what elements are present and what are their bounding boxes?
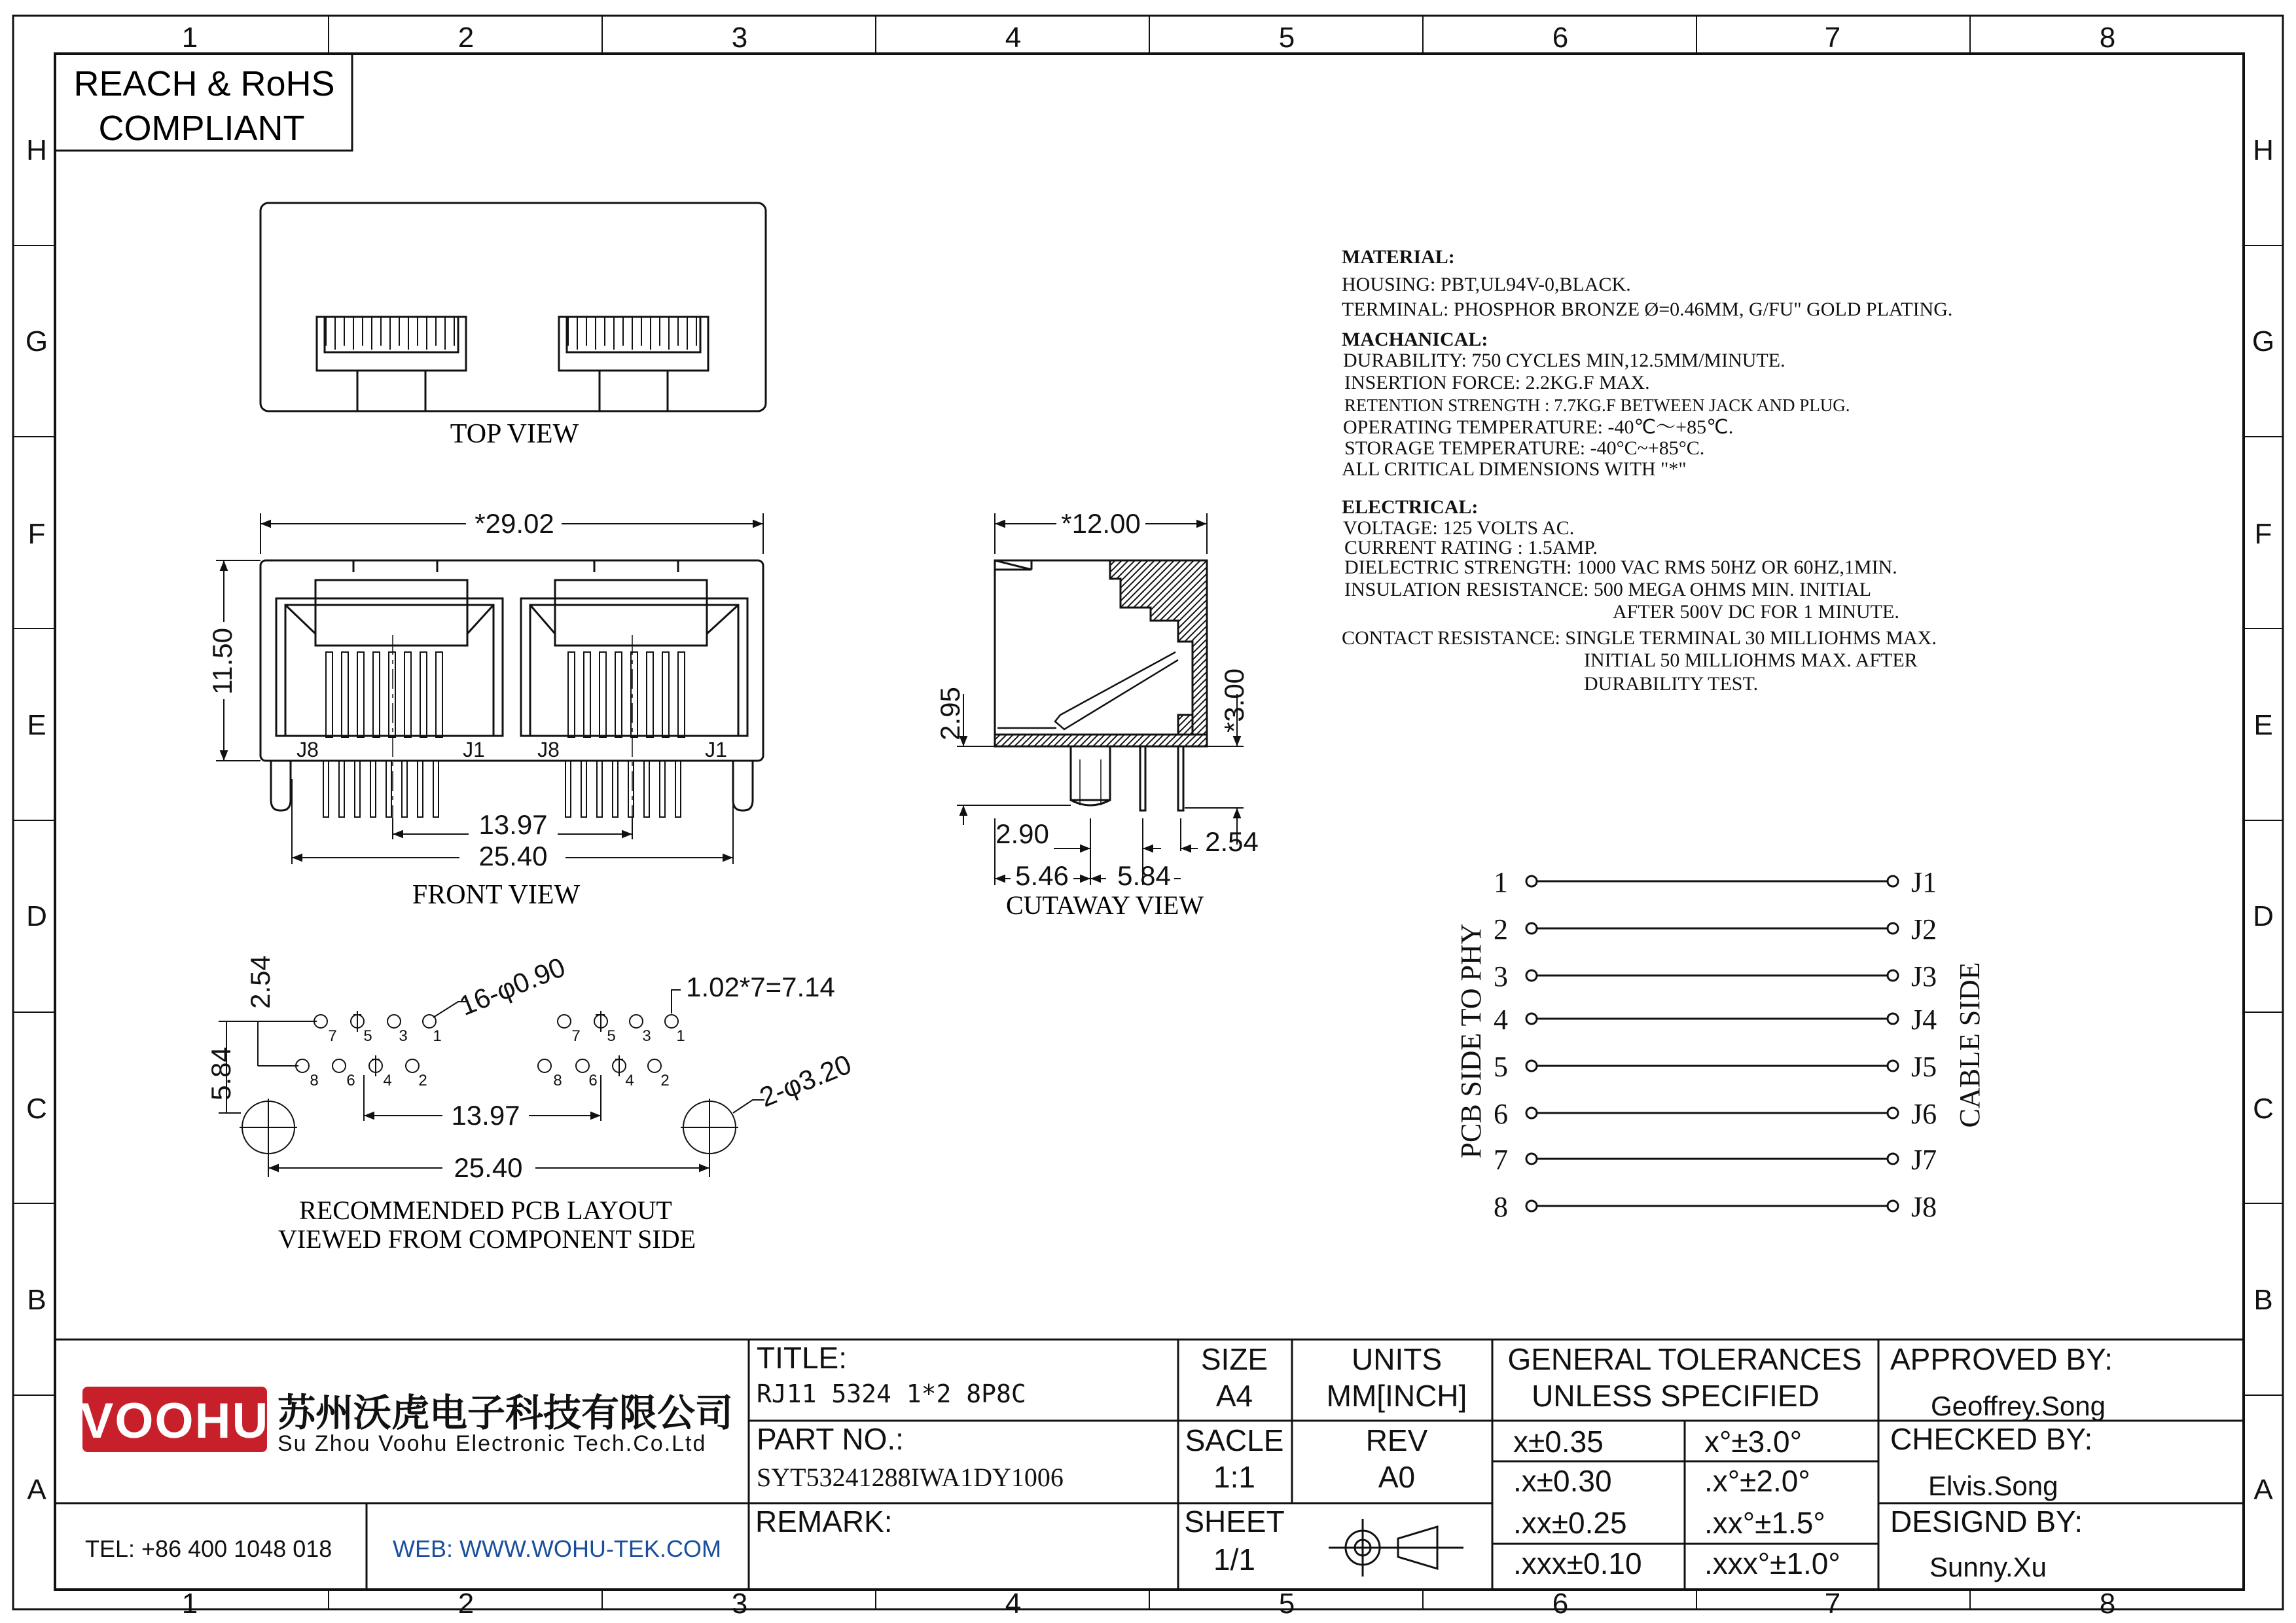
checked-value: Elvis.Song — [1928, 1470, 2058, 1501]
sheet-label: SHEET — [1184, 1504, 1285, 1539]
wire — [1526, 1154, 1898, 1164]
row-label: H — [2253, 134, 2274, 166]
dim-cut-b: 5.46 — [1015, 860, 1069, 891]
rev-label: REV — [1365, 1423, 1428, 1457]
col-label: 4 — [1005, 22, 1022, 54]
spec-line: RETENTION STRENGTH : 7.7KG.F BETWEEN JACK AND PLUG. — [1344, 395, 1850, 415]
pcb-pin-label: 7 — [328, 1027, 337, 1045]
tolerance-heading-1: GENERAL TOLERANCES — [1507, 1342, 1862, 1376]
row-label: E — [2253, 709, 2273, 741]
spec-line: CURRENT RATING : 1.5AMP. — [1344, 537, 1598, 558]
col-label: 8 — [2099, 1588, 2116, 1620]
spec-line: INSULATION RESISTANCE: 500 MEGA OHMS MIN. INITIAL — [1344, 579, 1872, 600]
col-label: 2 — [457, 1588, 475, 1620]
spec-line: HOUSING: PBT,UL94V-0,BLACK. — [1342, 274, 1631, 295]
pcb-label-line1: RECOMMENDED PCB LAYOUT — [299, 1195, 672, 1225]
spec-line: STORAGE TEMPERATURE: -40°C~+85°C. — [1344, 437, 1705, 459]
dim-cut-height-b: *3.00 — [1219, 668, 1249, 733]
wire-left-label: 7 — [1494, 1144, 1508, 1176]
wire-left-label: 2 — [1494, 913, 1508, 945]
col-label: 1 — [181, 1588, 198, 1620]
col-label: 6 — [1552, 1588, 1569, 1620]
spec-line: TERMINAL: PHOSPHOR BRONZE Ø=0.46MM, G/FU" GOLD PLATING. — [1342, 299, 1953, 320]
wire-left-label: 3 — [1494, 960, 1508, 993]
title-label: TITLE: — [757, 1341, 848, 1375]
pcb-pin-label: 2 — [660, 1072, 670, 1089]
pcb-text — [206, 951, 855, 1183]
dim-pcb-row: 2.54 — [245, 955, 276, 1009]
wire-left-label: 8 — [1494, 1191, 1508, 1223]
spec-line: DURABILITY TEST. — [1584, 673, 1759, 695]
row-label: E — [27, 709, 46, 741]
cutaway-text — [935, 508, 1259, 891]
company-web: WEB: WWW.WOHU-TEK.COM — [393, 1535, 721, 1562]
pcb-pin-label: 8 — [310, 1072, 319, 1089]
row-label: D — [2253, 900, 2274, 932]
dim-pcb-row2: 5.84 — [206, 1047, 236, 1101]
dim-pcb-spacing: 13.97 — [451, 1100, 520, 1131]
tol-linear: x±0.35 — [1513, 1425, 1604, 1459]
tol-angular: .x°±2.0° — [1704, 1464, 1810, 1498]
col-label: 7 — [1824, 1588, 1841, 1620]
pcb-layout — [219, 990, 764, 1177]
wire-right-label: J5 — [1911, 1051, 1937, 1083]
wire — [1526, 1013, 1898, 1024]
pcb-pin-label: 5 — [363, 1027, 372, 1045]
row-label: F — [27, 518, 46, 550]
dim-front-height: 11.50 — [207, 628, 238, 695]
spec-line: VOLTAGE: 125 VOLTS AC. — [1343, 517, 1575, 539]
dim-pcb-holes: 16-φ0.90 — [455, 951, 570, 1022]
title-block-text — [755, 1341, 2113, 1582]
col-label: 4 — [1005, 1588, 1022, 1620]
cutaway-view-label: CUTAWAY VIEW — [1005, 890, 1204, 920]
spec-line: AFTER 500V DC FOR 1 MINUTE. — [1613, 601, 1899, 623]
pin-label-j8: J8 — [537, 738, 560, 761]
approved-value: Geoffrey.Song — [1931, 1391, 2106, 1421]
dim-pcb-pitch: 1.02*7=7.14 — [686, 972, 835, 1002]
checked-label: CHECKED BY: — [1890, 1422, 2093, 1456]
dim-cut-height-a: 2.95 — [935, 687, 965, 740]
compliance-box — [55, 54, 352, 151]
pcb-pin-label: 3 — [399, 1027, 408, 1045]
row-label: C — [2253, 1093, 2274, 1125]
company-tel: TEL: +86 400 1048 018 — [85, 1535, 332, 1562]
dim-pcb-span: 25.40 — [454, 1152, 523, 1183]
compliance-line1: REACH & RoHS — [73, 64, 335, 103]
wire-right-label: J1 — [1911, 866, 1937, 898]
dim-cut-c: 5.84 — [1117, 860, 1171, 891]
wire-right-label: J4 — [1911, 1004, 1937, 1036]
wiring-text — [1455, 866, 1986, 1223]
row-label: D — [26, 900, 47, 932]
tol-angular: .xxx°±1.0° — [1704, 1546, 1840, 1580]
col-label: 2 — [457, 22, 475, 54]
dim-front-span: 25.40 — [478, 841, 548, 871]
sheet-value: 1/1 — [1213, 1542, 1255, 1577]
pcb-pin-label: 2 — [418, 1072, 427, 1089]
row-label: G — [25, 325, 48, 357]
spec-mech-title: MACHANICAL: — [1342, 329, 1488, 350]
dim-front-width: *29.02 — [475, 508, 554, 539]
wire — [1526, 1061, 1898, 1071]
wire-left-label: 6 — [1494, 1098, 1508, 1130]
pcb-pin-label: 5 — [607, 1027, 616, 1045]
spec-line: INITIAL 50 MILLIOHMS MAX. AFTER — [1584, 649, 1918, 671]
approved-label: APPROVED BY: — [1890, 1342, 2113, 1376]
spec-line: INSERTION FORCE: 2.2KG.F MAX. — [1344, 372, 1650, 393]
wire-right-label: J8 — [1911, 1191, 1937, 1223]
remark-label: REMARK: — [755, 1504, 893, 1539]
pcb-pin-label: 6 — [588, 1072, 598, 1089]
col-label: 3 — [731, 22, 748, 54]
row-label: F — [2254, 518, 2272, 550]
wire-right-label: J7 — [1911, 1144, 1937, 1176]
spec-line: ALL CRITICAL DIMENSIONS WITH "*" — [1342, 458, 1687, 480]
pcb-pin-label: 8 — [553, 1072, 562, 1089]
col-label: 1 — [181, 22, 198, 54]
pcb-pin-label: 4 — [625, 1072, 634, 1089]
design-value: Sunny.Xu — [1929, 1552, 2047, 1582]
company-name-en: Su Zhou Voohu Electronic Tech.Co.Ltd — [278, 1431, 707, 1456]
company-name-cn: 苏州沃虎电子科技有限公司 — [278, 1391, 734, 1435]
wire-side-cable: CABLE SIDE — [1954, 962, 1986, 1128]
top-view — [260, 203, 766, 411]
row-label: A — [2253, 1474, 2273, 1506]
pcb-pin-label: 7 — [571, 1027, 581, 1045]
wire-right-label: J3 — [1911, 960, 1937, 993]
col-label: 6 — [1552, 22, 1569, 54]
spec-material-title: MATERIAL: — [1342, 246, 1455, 268]
pcb-pin-label: 1 — [433, 1027, 442, 1045]
col-label: 8 — [2099, 22, 2116, 54]
tol-linear: .xx±0.25 — [1513, 1506, 1627, 1540]
wire — [1526, 923, 1898, 934]
scale-label: SACLE — [1185, 1423, 1284, 1457]
tol-linear: .xxx±0.10 — [1513, 1546, 1642, 1580]
design-label: DESIGND BY: — [1890, 1504, 2083, 1539]
pcb-pin-label: 4 — [383, 1072, 392, 1089]
logo-text: VOOHU — [80, 1393, 270, 1449]
size-label: SIZE — [1200, 1342, 1268, 1376]
dim-pcb-mount: 2-φ3.20 — [755, 1048, 856, 1113]
wiring-diagram — [1526, 876, 1898, 1211]
dim-cut-a: 2.90 — [996, 818, 1049, 849]
row-label: H — [26, 134, 47, 166]
tolerance-heading-2: UNLESS SPECIFIED — [1532, 1379, 1820, 1413]
row-label: G — [2251, 325, 2275, 357]
units-value: MM[INCH] — [1326, 1379, 1467, 1413]
pcb-pin-label: 3 — [642, 1027, 651, 1045]
wire-right-label: J6 — [1911, 1098, 1937, 1130]
pin-label-j1: J1 — [705, 738, 727, 761]
col-label: 5 — [1278, 22, 1295, 54]
row-label: A — [27, 1474, 46, 1506]
spec-line: DURABILITY: 750 CYCLES MIN,12.5MM/MINUTE. — [1343, 350, 1785, 371]
size-value: A4 — [1215, 1379, 1253, 1413]
wire — [1526, 970, 1898, 981]
pin-label-j1: J1 — [463, 738, 485, 761]
title-block-grid — [55, 1340, 2244, 1590]
units-label: UNITS — [1352, 1342, 1442, 1376]
wire-left-label: 1 — [1494, 866, 1508, 898]
col-label: 7 — [1824, 22, 1841, 54]
tol-linear: .x±0.30 — [1513, 1464, 1612, 1498]
spec-line: OPERATING TEMPERATURE: -40℃～+85℃. — [1343, 416, 1734, 438]
pcb-pin-label: 6 — [346, 1072, 355, 1089]
wire — [1526, 1201, 1898, 1211]
wire — [1526, 876, 1898, 886]
wire-right-label: J2 — [1911, 913, 1937, 945]
spec-notes — [1342, 246, 1952, 695]
pcb-label-line2: VIEWED FROM COMPONENT SIDE — [278, 1224, 696, 1254]
row-label: B — [2253, 1284, 2273, 1316]
voohu-logo — [81, 1387, 270, 1452]
frame-labels — [26, 22, 2274, 1620]
top-view-label: TOP VIEW — [450, 419, 579, 449]
front-view-label: FRONT VIEW — [412, 880, 581, 910]
spec-elec-title: ELECTRICAL: — [1342, 496, 1479, 518]
part-label: PART NO.: — [757, 1422, 904, 1456]
scale-value: 1:1 — [1213, 1460, 1255, 1494]
tol-angular: x°±3.0° — [1704, 1425, 1802, 1459]
part-value: SYT53241288IWA1DY1006 — [757, 1463, 1064, 1492]
pcb-pin-label: 1 — [676, 1027, 685, 1045]
wire-left-label: 4 — [1494, 1004, 1508, 1036]
dim-cut-d: 2.54 — [1205, 826, 1259, 857]
projection-symbol-icon — [1329, 1519, 1463, 1577]
dim-front-pitch: 13.97 — [478, 809, 548, 840]
wire — [1526, 1108, 1898, 1118]
tol-angular: .xx°±1.5° — [1704, 1506, 1825, 1540]
wire-side-pcb: PCB SIDE TO PHY — [1455, 923, 1487, 1159]
pin-label-j8: J8 — [296, 738, 319, 761]
wire-left-label: 5 — [1494, 1051, 1508, 1083]
dim-cut-width: *12.00 — [1061, 508, 1141, 539]
rev-value: A0 — [1378, 1460, 1416, 1494]
spec-line: DIELECTRIC STRENGTH: 1000 VAC RMS 50HZ OR 60HZ,1MIN. — [1344, 556, 1897, 578]
row-label: B — [27, 1284, 46, 1316]
compliance-line2: COMPLIANT — [98, 109, 305, 148]
spec-line: CONTACT RESISTANCE: SINGLE TERMINAL 30 MILLIOHMS MAX. — [1342, 627, 1937, 649]
col-label: 5 — [1278, 1588, 1295, 1620]
row-label: C — [26, 1093, 47, 1125]
col-label: 3 — [731, 1588, 748, 1620]
title-value: RJ11 5324 1*2 8P8C — [757, 1379, 1026, 1408]
